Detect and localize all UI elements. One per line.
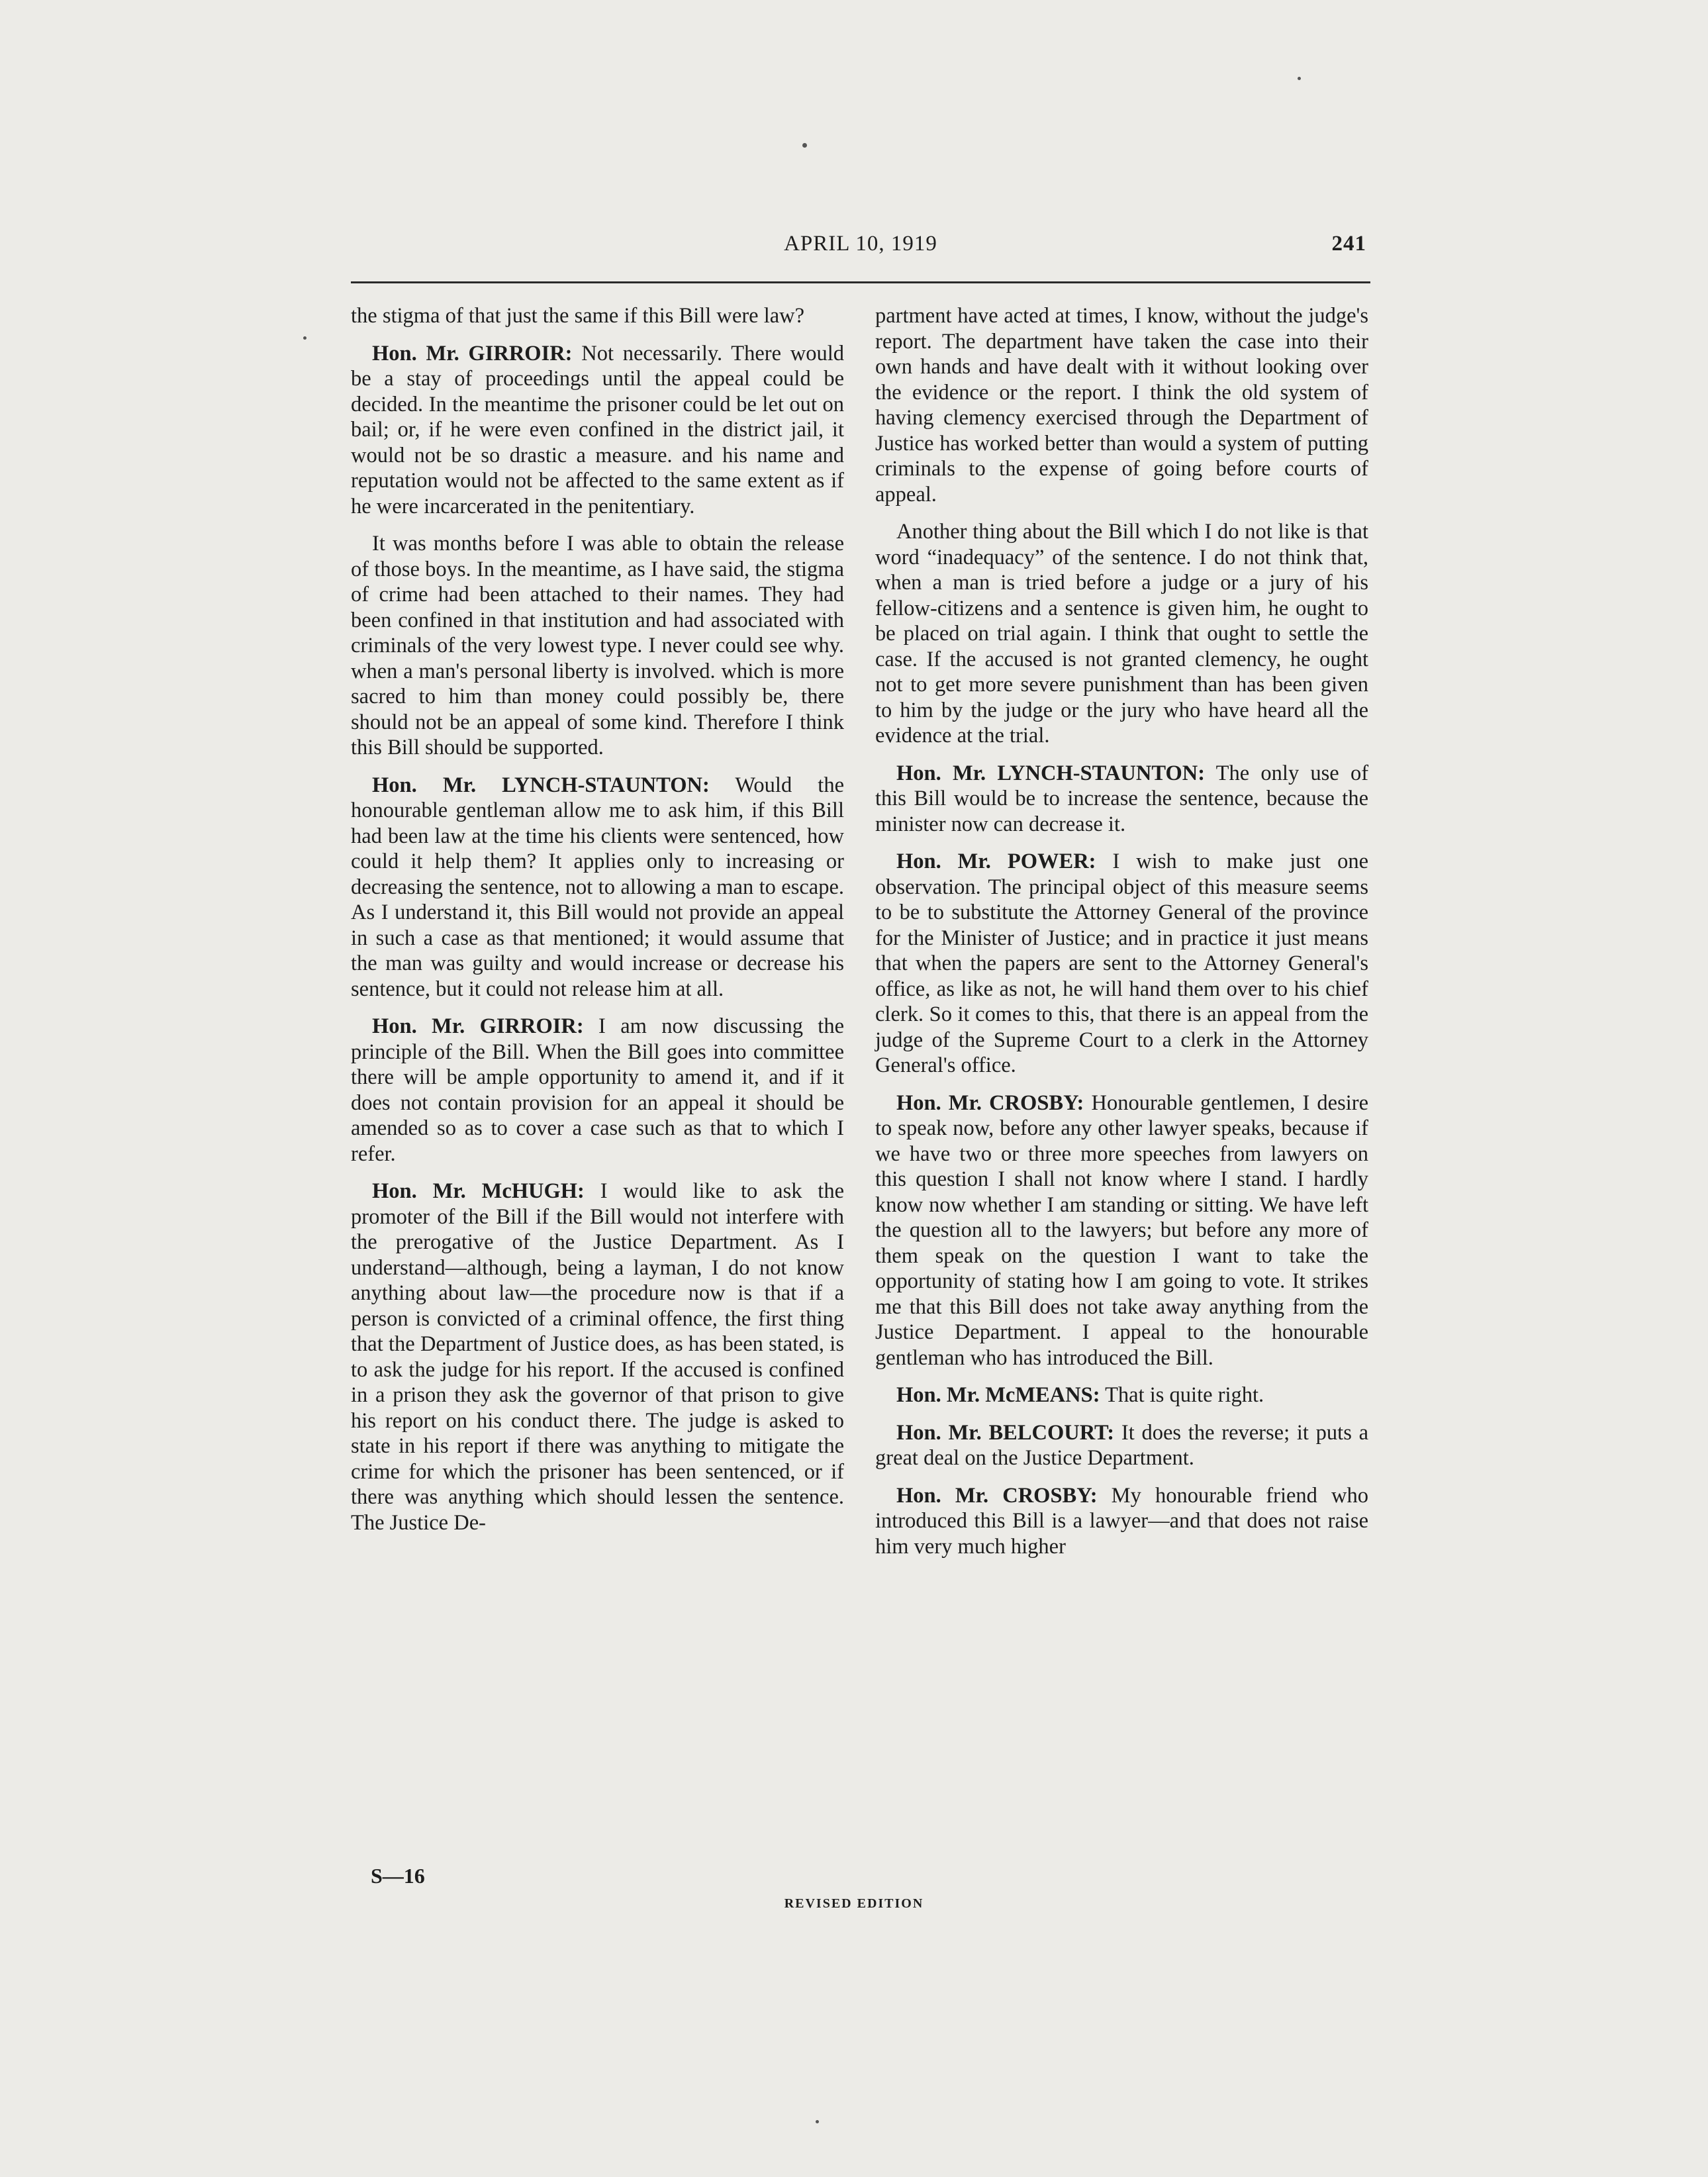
speaker-name: Hon. Mr. GIRROIR:	[372, 1014, 584, 1038]
paragraph	[875, 1420, 1368, 1471]
scan-speck	[303, 336, 307, 340]
scan-speck	[1298, 77, 1301, 80]
scan-speck	[802, 143, 807, 148]
paragraph	[351, 531, 844, 761]
paragraph	[351, 773, 844, 1002]
paragraph-text: It was months before I was able to obtain the release of those boys. In the meantime, as I have said, the stigma of crime had been attached to their names. They had been confined in that institution and had associated with criminals of the very lowest type. I never could see why. when a man's personal liberty is involved. which is more sacred to him than money could possibly be, there should not be an appeal of some kind. Therefore I think this Bill should be supported.	[351, 532, 844, 759]
paragraph	[351, 1014, 844, 1167]
signature-mark: S—16	[371, 1864, 425, 1888]
speaker-name: Hon. Mr. McMEANS:	[896, 1383, 1100, 1407]
paragraph	[875, 303, 1368, 507]
paragraph	[875, 761, 1368, 838]
speaker-name: Hon. Mr. GIRROIR:	[372, 341, 573, 365]
paragraph-text: the stigma of that just the same if this Bill were law?	[351, 304, 805, 328]
paragraph-text: Not necessarily. There would be a stay of proceedings until the appeal could be decided. In the meantime the prisoner could be let out on bail; or, if he were even confined in the district jail, it would not be so drastic a measure. and his name and reputation would not be affected to the same extent as if he were incarcerated in the penitentiary.	[351, 341, 845, 518]
paragraph-text: Would the honourable gentleman allow me to ask him, if this Bill had been law at the time his clients were sentenced, how could it help them? It applies only to increasing or decreasing the sentence, not to allowing a man to escape. As I understand it, this Bill would not provide an appeal in such a case as that mentioned; it would assume that the man was guilty and would increase or decrease his sentence, but it could not release him at all.	[351, 773, 845, 1001]
speaker-name: Hon. Mr. BELCOURT:	[896, 1420, 1115, 1445]
paragraph-text: I am now discussing the principle of the Bill. When the Bill goes into committee there will be ample opportunity to amend it, and if it does not contain provision for an appeal it should be amended so as to cover a case such as that to which I refer.	[351, 1014, 844, 1166]
header-date: APRIL 10, 1919	[784, 232, 937, 256]
paragraph-text: My honourable friend who introduced this Bill is a lawyer—and that does not raise him very much higher	[875, 1483, 1368, 1559]
speaker-name: Hon. Mr. McHUGH:	[372, 1179, 585, 1203]
paragraph	[351, 303, 844, 329]
paragraph-text: Another thing about the Bill which I do not like is that word “inadequacy” of the sentence. I do not think that, when a man is tried before a judge or a jury of his fellow-citizens and a sentence is given him, he ought to be placed on trial again. I think that ought to settle the case. If the accused is not granted clemency, he ought not to get more severe punishment than has been given to him by the judge or the jury who have heard all the evidence at the trial.	[875, 520, 1368, 748]
paragraph-text: I would like to ask the promoter of the Bill if the Bill would not interfere with the prerogative of the Justice Department. As I understand—although, being a layman, I do not know anything about law—the procedure now is that if a person is convicted of a criminal offence, the first thing that the Department of Justice does, as has been stated, is to ask the judge for his report. If the accused is confined in a prison they ask the governor of that prison to give his report on his conduct there. The judge is asked to state in his report if there was anything to mitigate the crime for which the prisoner has been sentenced, or if there was anything which should lessen the sentence. The Justice De-	[351, 1179, 845, 1535]
paragraph-text: The only use of this Bill would be to increase the sentence, because the minister now can decrease it.	[875, 761, 1369, 836]
speaker-name: Hon. Mr. LYNCH-STAUNTON:	[896, 761, 1206, 785]
paragraph	[875, 1382, 1368, 1408]
paragraph-text: That is quite right.	[1105, 1383, 1264, 1407]
edition-label: REVISED EDITION	[784, 1896, 924, 1911]
paragraph	[875, 1483, 1368, 1560]
page-header	[351, 232, 1370, 264]
scan-speck	[816, 2120, 819, 2123]
speaker-name: Hon. Mr. LYNCH-STAUNTON:	[372, 773, 710, 797]
page-number: 241	[1331, 232, 1366, 256]
speaker-name: Hon. Mr. POWER:	[896, 849, 1096, 873]
right-column	[875, 303, 1368, 1571]
paragraph	[351, 341, 844, 520]
paragraph-text: partment have acted at times, I know, without the judge's report. The department have taken the case into their own hands and have dealt with it without looking over the evidence or the report. I think the old system of having clemency exercised through the Department of Justice has worked better than would a system of putting criminals to the expense of going before courts of appeal.	[875, 304, 1368, 507]
paragraph	[875, 519, 1368, 749]
left-column	[351, 303, 844, 1547]
paragraph	[351, 1179, 844, 1535]
paragraph	[875, 1090, 1368, 1371]
paragraph-text: Honourable gentlemen, I desire to speak now, before any other lawyer speaks, because if we have two or three more speeches from lawyers on this question I shall not know where I stand. I hardly know now whether I am standing or sitting. We have left the question all to the lawyers; but before any more of them speak on the question I want to take the opportunity of stating how I am going to vote. It strikes me that this Bill does not take away anything from the Justice Department. I appeal to the honourable gentleman who has introduced the Bill.	[875, 1090, 1368, 1370]
paragraph-text: It does the reverse; it puts a great deal on the Justice Department.	[875, 1420, 1369, 1470]
header-rule	[351, 281, 1370, 283]
speaker-name: Hon. Mr. CROSBY:	[896, 1090, 1084, 1115]
paragraph-text: I wish to make just one observation. The principal object of this measure seems to be to substitute the Attorney General of the province for the Minister of Justice; and in practice it just means that when the papers are sent to the Attorney General's office, as like as not, he will hand them over to his chief clerk. So it comes to this, that there is an appeal from the judge of the Supreme Court to a clerk in the Attorney General's office.	[875, 849, 1369, 1077]
paragraph	[875, 849, 1368, 1079]
speaker-name: Hon. Mr. CROSBY:	[896, 1483, 1098, 1508]
